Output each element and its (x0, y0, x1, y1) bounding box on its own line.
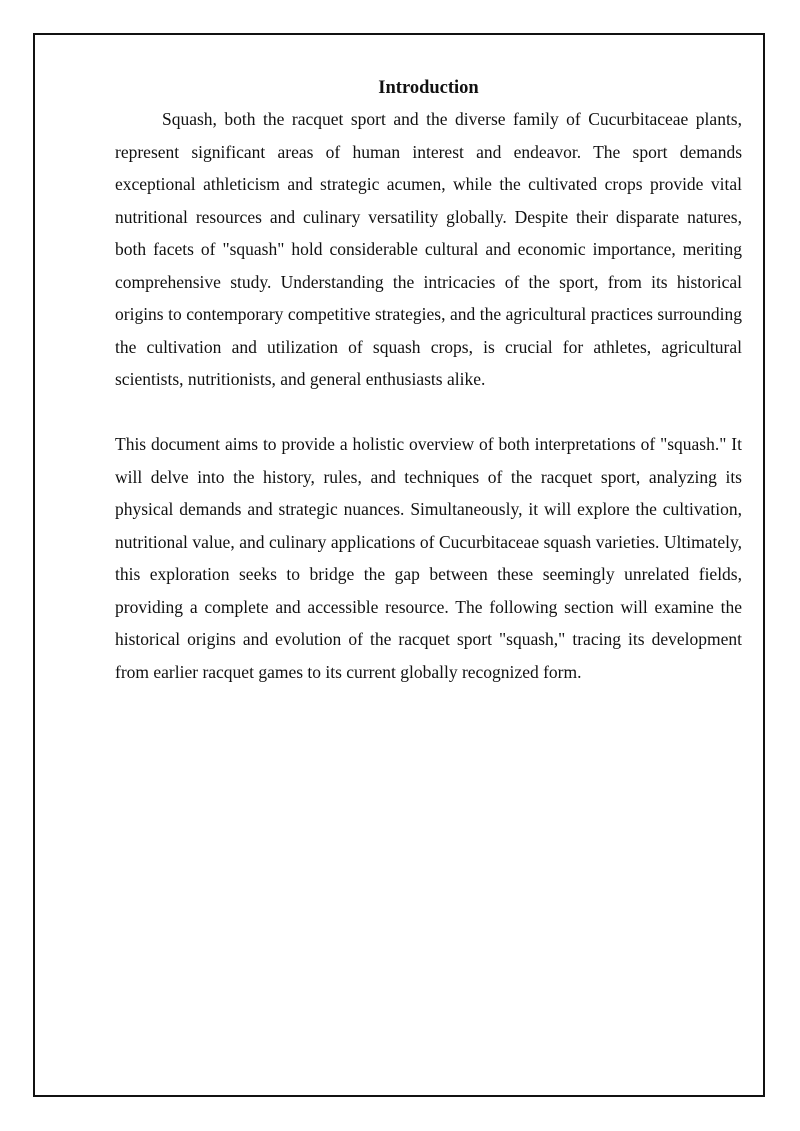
paragraph-2: This document aims to provide a holistic overview of both interpretations of "squash." It will delve into the history, rules, and techniques of the racquet sport, analyzing its physical demands and strategic nuances. Simultaneously, it will explore the cultivation, nutritional value, and culinary applications of Cucurbitaceae squash varieties. Ultimately, this exploration seeks to bridge the gap between these seemingly unrelated fields, providing a complete and accessible resource. The following section will examine the historical origins and evolution of the racquet sport "squash," tracing its development from earlier racquet games to its current globally recognized form. (115, 434, 742, 682)
paragraph-1: Squash, both the racquet sport and the diverse family of Cucurbitaceae plants, represent significant areas of human interest and endeavor. The sport demands exceptional athleticism and strategic acumen, while the cultivated crops provide vital nutritional resources and culinary versatility globally. Despite their disparate natures, both facets of "squash" hold considerable cultural and economic importance, meriting comprehensive study. Understanding the intricacies of the sport, from its historical origins to contemporary competitive strategies, and the agricultural practices surrounding the cultivation and utilization of squash crops, is crucial for athletes, agricultural scientists, nutritionists, and general enthusiasts alike. (115, 109, 742, 389)
paragraph-spacer (115, 396, 742, 429)
document-body (115, 73, 742, 688)
section-heading: Introduction (378, 78, 479, 98)
